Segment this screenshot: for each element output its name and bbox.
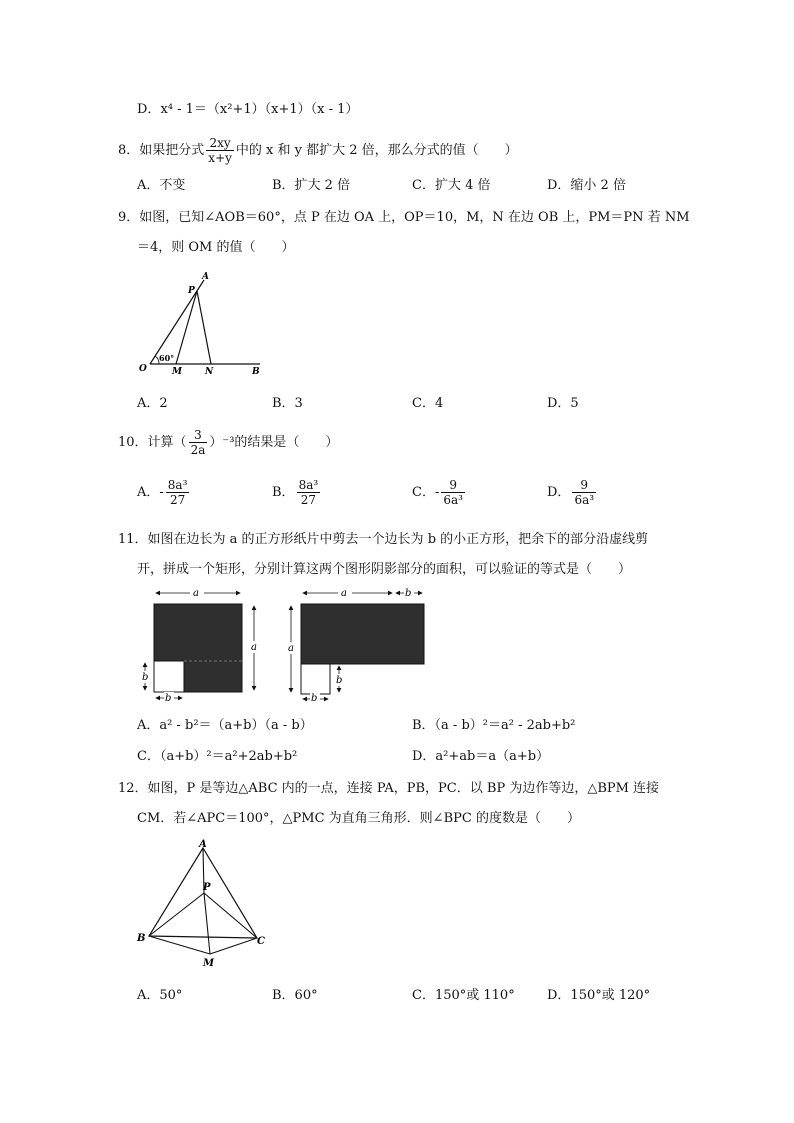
q10-option-b-fraction bbox=[297, 478, 321, 507]
q9-number: 9． bbox=[118, 210, 140, 225]
q8-number: 8． bbox=[118, 143, 140, 158]
q7-option-d-text: x⁴ - 1＝（x²+1）（x+1）（x - 1） bbox=[160, 102, 359, 117]
q11-left-label-b-left: b bbox=[142, 672, 149, 683]
q11-left-label-a-right: a bbox=[251, 642, 257, 653]
q12-stem-line2: CM．若∠APC＝100°，△PMC 为直角三角形．则∠BPC 的度数是（ ） bbox=[137, 811, 580, 826]
q8-fraction bbox=[206, 136, 234, 165]
q11-left-figure bbox=[141, 587, 260, 702]
q9-label-a: A bbox=[202, 272, 209, 282]
q9-option-a: A．2 bbox=[137, 396, 168, 411]
q9-label-o: O bbox=[139, 364, 147, 374]
q10-option-d-den: 6a³ bbox=[574, 493, 595, 507]
q10-fraction bbox=[189, 428, 208, 457]
q8-option-a: A．不变 bbox=[137, 178, 186, 193]
q8-option-b: B．扩大 2 倍 bbox=[272, 178, 351, 193]
q11-number: 11． bbox=[118, 532, 148, 547]
q12-label-p: P bbox=[203, 882, 211, 893]
q11-right-figure bbox=[286, 587, 424, 702]
q10-option-c-fraction bbox=[441, 478, 465, 507]
q10-option-b-label: B． bbox=[272, 485, 295, 500]
q10-option-d-label: D． bbox=[547, 485, 571, 500]
q10-stem-pre: 计算（ bbox=[147, 435, 187, 450]
q9-label-p: P bbox=[188, 286, 195, 296]
q9-stem-text1: 如图，已知∠AOB＝60°，点 P 在边 OA 上，OP＝10，M，N 在边 OB 上，PM＝PN 若 NM bbox=[139, 210, 690, 225]
q12-label-a: A bbox=[199, 839, 207, 850]
q8-frac-num: 2xy bbox=[206, 136, 234, 151]
q10-option-c-sign: - bbox=[434, 485, 440, 500]
q9-stem-line2: ＝4，则 OM 的值（ ） bbox=[137, 240, 295, 255]
q11-left-label-b-bottom: b bbox=[165, 693, 172, 702]
q8-option-d: D．缩小 2 倍 bbox=[547, 178, 626, 193]
q10-option-b bbox=[272, 478, 322, 507]
q10-option-c bbox=[412, 478, 467, 507]
q11-option-b: B．（a - b）²＝a² - 2ab+b² bbox=[412, 718, 576, 733]
q10-frac-den: 2a bbox=[190, 443, 206, 457]
q9-option-b: B．3 bbox=[272, 396, 303, 411]
q12-option-b: B．60° bbox=[272, 988, 318, 1003]
q10-option-b-den: 27 bbox=[300, 493, 316, 507]
q9-label-angle: 60° bbox=[159, 353, 175, 363]
q11-right-square bbox=[301, 664, 330, 694]
q10-number: 10． bbox=[118, 435, 148, 450]
q12-line-pm bbox=[204, 893, 210, 954]
q10-option-a-den: 27 bbox=[169, 493, 186, 507]
q10-option-d-fraction bbox=[572, 478, 596, 507]
q10-option-a-fraction bbox=[166, 478, 190, 507]
q9-option-c: C．4 bbox=[412, 396, 444, 411]
q10-option-a bbox=[137, 478, 191, 507]
q12-line-bm bbox=[149, 936, 210, 954]
q11-stem-line1 bbox=[118, 530, 648, 550]
q10-option-a-num: 8a³ bbox=[167, 478, 188, 492]
q10-option-a-sign: - bbox=[159, 485, 164, 500]
q12-line-pc bbox=[204, 893, 257, 938]
q9-line-pn bbox=[197, 291, 211, 364]
q10-option-c-num: 9 bbox=[441, 478, 465, 493]
q10-option-d bbox=[547, 478, 598, 507]
q11-right-label-b-top: b bbox=[405, 588, 412, 599]
q8-stem-post: 中的 x 和 y 都扩大 2 倍，那么分式的值（ ） bbox=[235, 143, 518, 158]
q12-option-c: C．150°或 110° bbox=[412, 988, 515, 1003]
q11-left-cut-square bbox=[154, 661, 184, 692]
q10-option-c-label: C． bbox=[412, 485, 435, 500]
q10-option-a-label: A． bbox=[137, 485, 160, 500]
q11-left-label-a-top: a bbox=[193, 588, 199, 599]
q12-stem-line1 bbox=[118, 779, 659, 799]
q9-option-d: D．5 bbox=[547, 396, 579, 411]
q10-option-c-den: 6a³ bbox=[443, 493, 463, 507]
q8-stem-pre: 如果把分式 bbox=[139, 143, 205, 158]
q11-right-label-b-right: b bbox=[336, 675, 343, 686]
q7-option-d-label: D． bbox=[137, 102, 161, 117]
q12-line-mc bbox=[210, 938, 257, 954]
q12-option-a: A．50° bbox=[137, 988, 183, 1003]
q12-label-b: B bbox=[137, 933, 146, 944]
q11-option-a: A．a² - b²＝（a+b）（a - b） bbox=[137, 718, 313, 733]
q11-figure bbox=[138, 584, 433, 702]
q12-option-d: D．150°或 120° bbox=[547, 988, 651, 1003]
q11-option-c: C．（a+b）²＝a²+2ab+b² bbox=[137, 749, 298, 764]
q11-stem-line2: 开，拼成一个矩形，分别计算这两个图形阴影部分的面积，可以验证的等式是（ ） bbox=[137, 562, 632, 577]
q11-option-d: D．a²+ab＝a（a+b） bbox=[412, 749, 550, 764]
q11-stem-text1: 如图在边长为 a 的正方形纸片中剪去一个边长为 b 的小正方形，把余下的部分沿虚线剪 bbox=[147, 532, 649, 547]
q10-stem-post: ）⁻³的结果是（ ） bbox=[209, 435, 339, 450]
q12-figure bbox=[135, 838, 275, 970]
q11-right-label-a-top: a bbox=[341, 588, 347, 599]
q12-label-c: C bbox=[257, 936, 265, 947]
q9-stem-line1 bbox=[118, 208, 690, 228]
q10-option-b-num: 8a³ bbox=[298, 478, 319, 492]
q10-option-d-num: 9 bbox=[572, 478, 596, 493]
q10-stem bbox=[118, 428, 338, 457]
q8-stem bbox=[118, 136, 518, 165]
q8-option-c: C．扩大 4 倍 bbox=[412, 178, 491, 193]
q11-right-shaded bbox=[301, 604, 424, 664]
q9-label-m: M bbox=[172, 367, 182, 377]
q12-number: 12． bbox=[118, 781, 148, 796]
q11-right-label-a-left: a bbox=[288, 643, 294, 654]
q11-right-label-b-bottom: b bbox=[311, 693, 318, 702]
q9-line-pm bbox=[176, 291, 197, 364]
q9-label-n: N bbox=[205, 367, 214, 377]
q12-stem-text1: 如图，P 是等边△ABC 内的一点，连接 PA，PB，PC．以 BP 为边作等边，△BPM 连接 bbox=[147, 781, 660, 796]
q12-line-pb bbox=[149, 893, 204, 936]
q8-frac-den: x+y bbox=[208, 151, 232, 165]
q7-option-d bbox=[137, 100, 358, 120]
q9-figure bbox=[135, 268, 265, 378]
q9-label-b: B bbox=[252, 367, 260, 377]
q10-frac-num: 3 bbox=[189, 428, 208, 443]
q9-line-oa bbox=[150, 280, 204, 364]
q12-label-m: M bbox=[203, 958, 215, 969]
